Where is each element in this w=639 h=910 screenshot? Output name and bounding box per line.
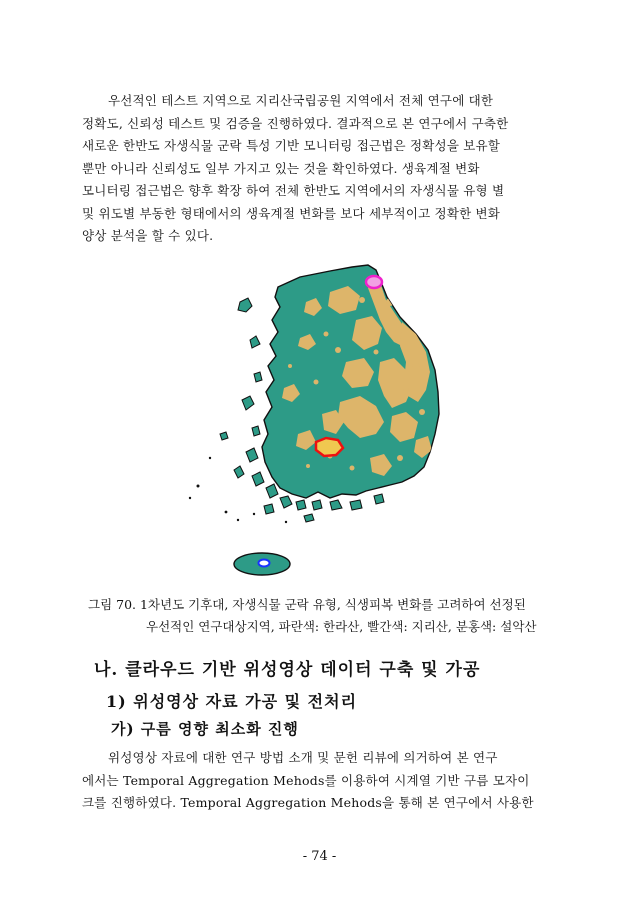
paragraph-line: 우선적인 테스트 지역으로 지리산국립공원 지역에서 전체 연구에 대한 bbox=[108, 93, 494, 108]
paragraph-line: 에서는 Temporal Aggregation Mehods를 이용하여 시계열 기반 구름 모자이 bbox=[82, 772, 530, 788]
figure-caption bbox=[88, 594, 558, 638]
korea-map-figure bbox=[180, 262, 455, 584]
jirisan-region bbox=[316, 438, 343, 456]
paragraph-line: 및 위도별 부동한 형태에서의 생육계절 변화를 보다 세부적이고 정확한 변화 bbox=[82, 205, 501, 221]
paragraph-line: 뿐만 아니라 신뢰성도 일부 가지고 있는 것을 확인하였다. 생육계절 변화 bbox=[82, 160, 480, 176]
caption-line-2: 우선적인 연구대상지역, 파란색: 한라산, 빨간색: 지리산, 분홍색: 설악산 bbox=[146, 619, 537, 634]
mainland bbox=[262, 265, 439, 498]
jeju-island bbox=[234, 553, 290, 575]
paragraph-line: 양상 분석을 할 수 있다. bbox=[82, 228, 214, 243]
caption-line-1: 그림 70. 1차년도 기후대, 자생식물 군락 유형, 식생피복 변화를 고려하여 선정된 bbox=[88, 597, 526, 612]
body-paragraph bbox=[82, 747, 558, 815]
intro-paragraph bbox=[82, 90, 558, 248]
hallasan-region bbox=[259, 560, 270, 567]
seoraksan-region bbox=[366, 276, 382, 288]
page-number: - 74 - bbox=[302, 849, 337, 864]
paragraph-line: 크를 진행하였다. Temporal Aggregation Mehods을 통해 본 연구에서 사용한 bbox=[82, 795, 534, 810]
subsection-heading: 1) 위성영상 자료 가공 및 전처리 bbox=[106, 692, 358, 711]
paragraph-line: 위성영상 자료에 대한 연구 방법 소개 및 문헌 리뷰에 의거하여 본 연구 bbox=[108, 750, 498, 765]
paragraph-line: 모니터링 접근법은 향후 확장 하여 전체 한반도 지역에서의 자생식물 유형 별 bbox=[82, 183, 505, 198]
paragraph-line: 정확도, 신뢰성 테스트 및 검증을 진행하였다. 결과적으로 본 연구에서 구축한 bbox=[82, 115, 509, 131]
south-coast-islands bbox=[264, 494, 384, 522]
section-heading: 나. 클라우드 기반 위성영상 데이터 구축 및 가공 bbox=[94, 660, 481, 680]
paragraph-line: 새로운 한반도 자생식물 군락 특성 기반 모니터링 접근법은 정확성을 보유할 bbox=[82, 138, 501, 153]
subsubsection-heading: 가) 구름 영향 최소화 진행 bbox=[111, 720, 299, 738]
